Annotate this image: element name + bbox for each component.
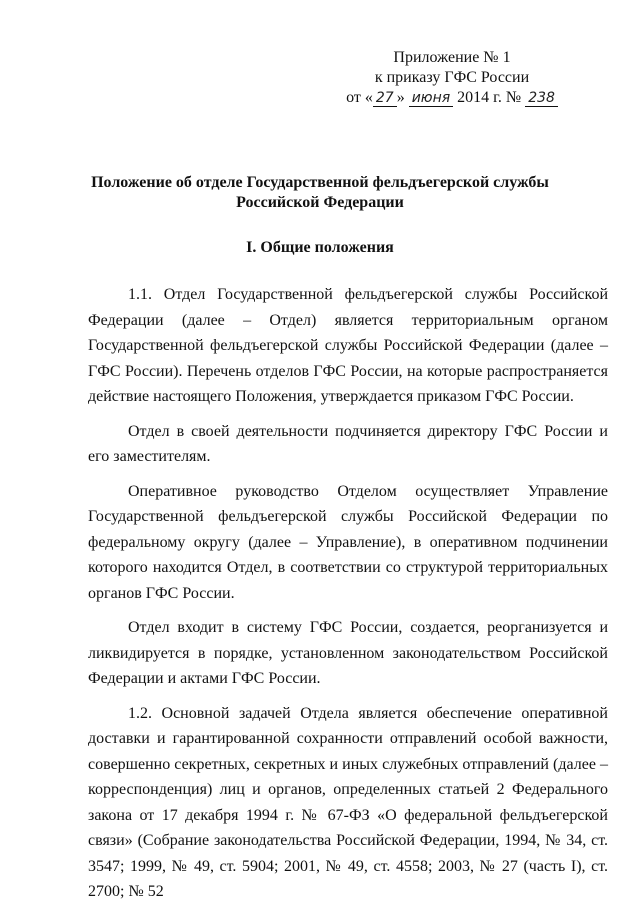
year-and-number-label: 2014 г. № xyxy=(457,89,522,106)
appendix-date-line xyxy=(332,88,572,108)
date-mid: » xyxy=(396,89,405,106)
paragraph-system-membership: Отдел входит в систему ГФС России, создается, реорганизуется и ликвидируется в порядке, установленном законодательством Российской Федерации и актами ГФС России. xyxy=(88,619,608,687)
section-heading: I. Общие положения xyxy=(246,239,394,256)
document-title xyxy=(70,173,570,213)
handwritten-day: 27 xyxy=(373,90,397,107)
title-line-2: Российской Федерации xyxy=(236,194,404,211)
paragraph-subordination: Отдел в своей деятельности подчиняется директору ГФС России и его заместителям. xyxy=(88,422,608,465)
handwritten-month: июня xyxy=(409,90,453,107)
paragraph-1-1: 1.1. Отдел Государственной фельдъегерской службы Российской Федерации (далее – Отдел) является территориальным органом Государственной фельдъегерской службы Российской Федерации (далее – ГФС России). Перечень отделов ГФС России, на которые распространяется действие настоящего Положения, утверждается приказом ГФС России. xyxy=(88,286,608,405)
date-prefix: от « xyxy=(346,89,373,106)
appendix-order-ref: к приказу ГФС России xyxy=(374,69,530,86)
appendix-number: Приложение № 1 xyxy=(393,49,511,66)
document-body xyxy=(88,282,608,914)
title-line-1: Положение об отделе Государственной фельдъегерской службы xyxy=(91,174,549,191)
paragraph-1-2: 1.2. Основной задачей Отдела является обеспечение оперативной доставки и гарантированной сохранности отправлений особой важности, совершенно секретных, секретных и иных служебных отправлений (далее – корреспонденция) лиц и органов, определенных статьей 2 Федерального закона от 17 декабря 1994 г. № 67-ФЗ «О федеральной фельдъегерской связи» (Собрание законодательства Российской Федерации, 1994, № 34, ст. 3547; 1999, № 49, ст. 5904; 2001, № 49, ст. 4558; 2003, № 27 (часть I), ст. 2700; № 52 xyxy=(88,704,608,900)
paragraph-operational-management: Оперативное руководство Отделом осуществляет Управление Государственной фельдъегерской службы Российской Федерации по федеральному округу (далее – Управление), в оперативном подчинении которого находится Отдел, в соответствии со структурой территориальных органов ГФС России. xyxy=(88,482,608,602)
appendix-header xyxy=(332,48,572,108)
handwritten-order-number: 238 xyxy=(525,90,558,107)
